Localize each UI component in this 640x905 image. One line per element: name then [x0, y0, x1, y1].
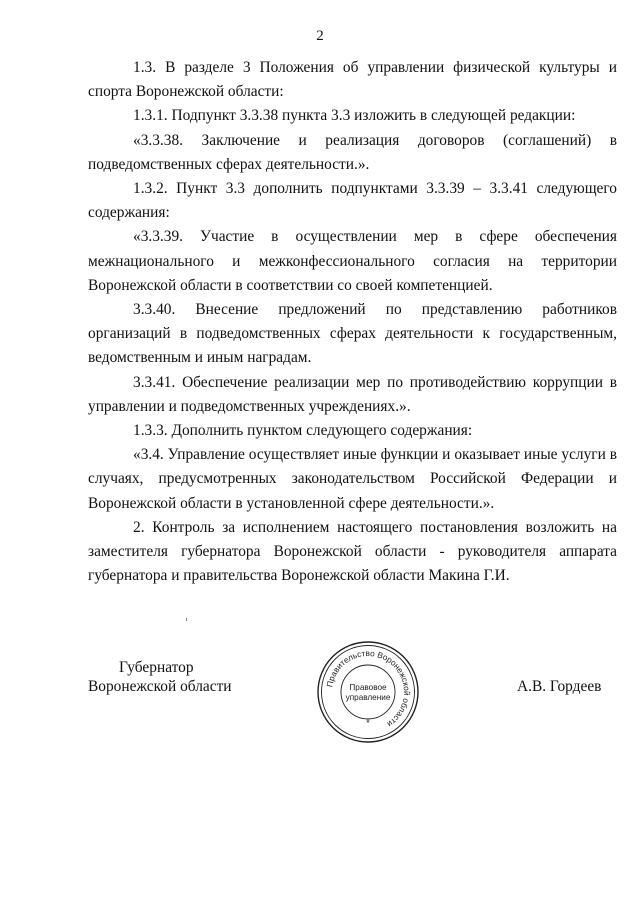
signatory-name: А.В. Гордеев — [517, 678, 602, 695]
paragraph-1-3-3: 1.3.3. Дополнить пунктом следующего содержания: — [133, 422, 473, 440]
paragraph-1-3-2: 1.3.2. Пункт 3.3 дополнить подпунктами 3.3.39 – 3.3.41 следующего содержания: — [88, 180, 617, 222]
paragraph-3-3-41: 3.3.41. Обеспечение реализации мер по противодействию коррупции в управлении и подведомственных учреждениях.». — [88, 373, 617, 415]
paragraph-3-3-39: «3.3.39. Участие в осуществлении мер в сфере обеспечения межнационального и межконфессионального согласия на территории Воронежской области в соответствии со своей компетенцией. — [88, 228, 617, 294]
official-stamp — [316, 640, 420, 744]
stamp-star: * — [366, 718, 370, 728]
paragraph-3-4: «3.4. Управление осуществляет иные функции и оказывает иные услуги в случаях, предусмотренных законодательством Российской Федерации и Воронежской области в установленной сфере деятельности.». — [88, 446, 617, 512]
scan-mark — [186, 618, 187, 621]
stamp-center-line2: управление — [345, 693, 391, 702]
page-number: 2 — [316, 28, 324, 44]
stamp-ring-text: Правительство Воронежской области — [324, 647, 413, 730]
stamp-center-line1: Правовое — [349, 683, 387, 692]
paragraph-1-3-1: 1.3.1. Подпункт 3.3.38 пункта 3.3 изложить в следующей редакции: — [133, 107, 576, 125]
paragraph-3-3-40: 3.3.40. Внесение предложений по представлению работников организаций в подведомственных сферах деятельности к государственным, ведомственным и иным наградам. — [88, 301, 617, 367]
signatory-title: Губернатор — [119, 659, 194, 676]
signatory-region: Воронежской области — [88, 678, 232, 695]
paragraph-2-control: 2. Контроль за исполнением настоящего постановления возложить на заместителя губернатора Воронежской области - руководителя аппарата губернатора и правительства Воронежской области Макина Г.И. — [88, 518, 617, 585]
paragraph-1-3: 1.3. В разделе 3 Положения об управлении физической культуры и спорта Воронежской области: — [88, 59, 617, 101]
document-body — [88, 56, 617, 588]
signatory-position — [88, 658, 232, 696]
paragraph-3-3-38: «3.3.38. Заключение и реализация договоров (соглашений) в подведомственных сферах деятельности.». — [88, 131, 617, 173]
